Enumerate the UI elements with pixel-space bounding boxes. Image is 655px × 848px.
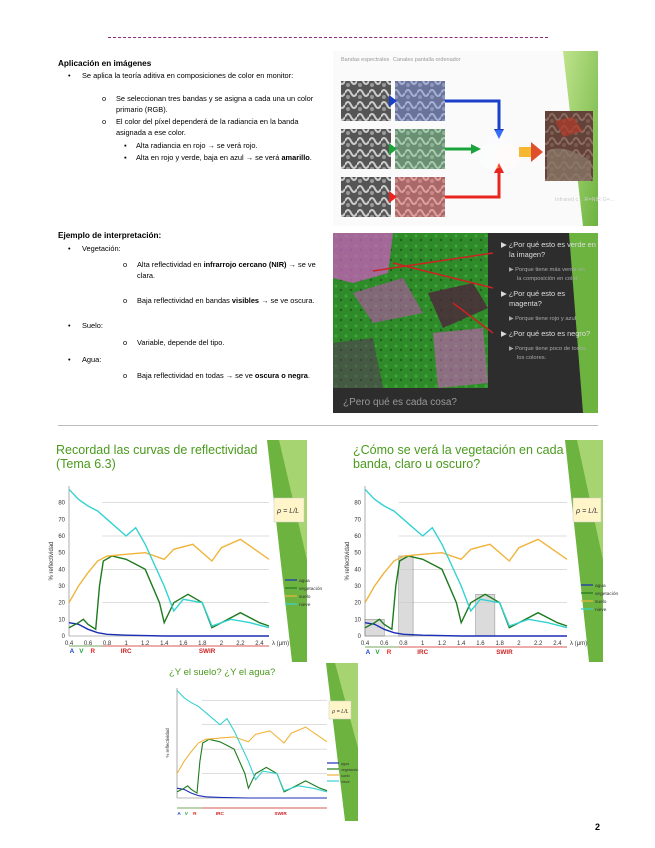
curve-snow: [365, 489, 567, 627]
y-tick-label: 0: [61, 634, 65, 640]
horizontal-rule: [58, 425, 598, 426]
legend-entry: suelo: [341, 774, 350, 778]
x-tick-label: 0.4: [64, 641, 74, 647]
y-tick-label: 40: [58, 567, 65, 574]
x-tick-label: 2: [219, 641, 224, 647]
bullet-pixel-color: o El color del píxel dependerá de la radiancia en la banda asignada a ese color.: [102, 117, 299, 138]
y-tick-label: 50: [58, 550, 65, 557]
slide-reflectivity-curves: [47, 440, 323, 662]
legend-entry: nieve: [341, 780, 350, 784]
legend-entry: agua: [341, 762, 349, 766]
section-title-ejemplo: Ejemplo de interpretación:: [58, 231, 162, 240]
band-label: R: [90, 648, 96, 655]
curve-veg: [365, 556, 567, 629]
reflectance-formula: ρ = L/L: [576, 506, 599, 515]
slide-left-title: Recordad las curvas de reflectividad (Tema 6.3): [56, 443, 258, 471]
x-tick-label: 2.4: [255, 641, 264, 647]
curve-veg: [177, 739, 327, 793]
y-tick-label: 40: [354, 567, 361, 574]
x-unit-label: λ (μm): [272, 641, 290, 647]
label-channels: Canales pantalla ordenador: [393, 57, 461, 63]
y-tick-label: 80: [58, 500, 65, 507]
slide-soil-water: [163, 663, 358, 821]
x-tick-label: 2.2: [236, 641, 245, 647]
curve-snow: [69, 489, 269, 627]
bullet-agua: • Agua:: [68, 355, 102, 364]
svg-text:los colores.: los colores.: [517, 355, 547, 361]
y-tick-label: 10: [58, 617, 65, 624]
bullet-vegetacion: • Vegetación:: [68, 244, 121, 253]
satellite-slide: [333, 233, 598, 413]
x-tick-label: 2.2: [533, 641, 543, 647]
reflectance-formula: ρ = L/L: [332, 709, 349, 715]
band-label: SWIR: [198, 648, 216, 655]
y-tick-label: 10: [354, 617, 361, 624]
legend-entry: agua: [299, 579, 310, 584]
slide-bottom-title: ¿Y el suelo? ¿Y el agua?: [169, 667, 276, 678]
legend-entry: nieve: [595, 608, 607, 613]
x-unit-label: λ (μm): [570, 641, 588, 647]
band-label: V: [375, 649, 380, 656]
bullet-suelo-variable: o Variable, depende del tipo.: [123, 338, 225, 347]
legend-entry: vegetación: [341, 768, 359, 772]
band-label: R: [193, 812, 197, 817]
label-infrared: Infrared c... R=NIR G=...: [555, 197, 615, 203]
svg-text:▶ Porque tiene poco de todos: ▶ Porque tiene poco de todos: [509, 346, 586, 352]
bullet-veg-nir: o Alta reflectividad en infrarrojo cercano (NIR) → se ve clara.: [123, 260, 316, 281]
y-tick-label: 20: [58, 600, 65, 607]
y-tick-label: 70: [354, 517, 361, 524]
band-label: A: [177, 812, 181, 817]
legend-entry: nieve: [299, 603, 311, 608]
bullet-select-bands: o Se seleccionan tres bandas y se asigna a cada una un color primario (RGB).: [102, 94, 314, 115]
svg-text:la composición en color: la composición en color: [517, 276, 578, 282]
x-tick-label: 1.4: [457, 641, 466, 647]
x-tick-label: 1.4: [160, 641, 169, 647]
svg-text:▶ Porque tiene más verde en: ▶ Porque tiene más verde en: [509, 267, 585, 273]
x-tick-label: 1.2: [437, 641, 447, 647]
legend-entry: vegetación: [595, 592, 619, 597]
slide-right-title: ¿Cómo se verá la vegetación en cada banda, claro u oscuro?: [353, 443, 564, 471]
legend-entry: suelo: [299, 595, 311, 600]
section-title-aplicacion: Aplicación en imágenes: [58, 59, 152, 68]
legend-entry: suelo: [595, 600, 607, 605]
legend-entry: agua: [595, 584, 606, 589]
x-tick-label: 0.8: [399, 641, 408, 647]
y-tick-label: 60: [58, 534, 65, 540]
x-tick-label: 2.4: [553, 641, 562, 647]
band-label: SWIR: [496, 649, 513, 656]
y-tick-label: 30: [354, 584, 361, 590]
bullet-additive-theory: • Se aplica la teoría aditiva en composiciones de color en monitor:: [68, 71, 294, 80]
x-tick-label: 0.6: [380, 641, 389, 647]
curve-veg: [69, 556, 269, 629]
x-tick-label: 0.6: [83, 641, 93, 647]
q4-text: ¿Pero qué es cada cosa?: [343, 397, 457, 408]
y-tick-label: 0: [357, 634, 361, 640]
label-bands: Bandas espectrales: [341, 57, 390, 63]
x-tick-label: 1.6: [476, 641, 485, 647]
bullet-red-radiance: ▪ Alta radiancia en rojo → se verá rojo.: [124, 141, 258, 150]
svg-text:▶ Porque tiene rojo y azul: ▶ Porque tiene rojo y azul: [509, 316, 576, 322]
band-label: IRC: [215, 812, 224, 817]
x-tick-label: 0.8: [102, 641, 112, 647]
curve-water: [177, 788, 327, 798]
band-label: A: [69, 648, 75, 655]
slide-vegetation-bands: [343, 440, 619, 662]
dashed-divider: [108, 37, 548, 38]
bullet-agua-dark: o Baja reflectividad en todas → se ve oscura o negra.: [123, 371, 310, 380]
band-label: IRC: [417, 649, 429, 656]
y-tick-label: 50: [354, 550, 361, 557]
curve-water: [365, 623, 567, 636]
x-tick-label: 2: [517, 641, 521, 647]
y-axis-label: % reflectividad: [165, 728, 170, 758]
y-tick-label: 30: [58, 584, 65, 590]
reflectance-formula: ρ = L/L: [277, 506, 300, 515]
x-tick-label: 1.8: [198, 641, 207, 647]
curve-water: [69, 623, 269, 636]
q1-line2: la imagen?: [509, 250, 546, 259]
x-tick-label: 1.2: [141, 641, 150, 647]
y-tick-label: 20: [354, 600, 361, 607]
svg-text:▶ ¿Por qué esto es negro?: ▶ ¿Por qué esto es negro?: [501, 329, 591, 338]
band-image-2: [341, 129, 391, 169]
page-number: 2: [594, 822, 600, 832]
band-image-3: [341, 177, 391, 217]
curve-snow: [177, 690, 327, 792]
x-tick-label: 0.4: [360, 641, 370, 647]
y-axis-label: % reflectividad: [345, 541, 351, 581]
x-tick-label: 1.8: [495, 641, 504, 647]
bullet-veg-visible: o Baja reflectividad en bandas visibles → se ve oscura.: [123, 296, 315, 305]
band-label: A: [365, 649, 371, 656]
y-axis-label: % reflectividad: [49, 541, 55, 581]
band-label: SWIR: [274, 812, 287, 817]
q1-line1: ▶ ¿Por qué esto es verde en: [501, 240, 596, 249]
band-label: V: [79, 648, 84, 655]
band-label: V: [184, 812, 188, 817]
y-tick-label: 60: [354, 534, 361, 540]
y-tick-label: 70: [58, 517, 65, 524]
svg-text:▶ ¿Por qué esto es: ▶ ¿Por qué esto es: [501, 289, 566, 298]
x-tick-label: 1: [421, 641, 425, 647]
band-label: R: [386, 649, 392, 656]
bullet-suelo: • Suelo:: [68, 321, 103, 330]
bullet-yellow: ▪ Alta en rojo y verde, baja en azul → se verá amarillo.: [124, 153, 312, 162]
band-image-1: [341, 81, 391, 121]
x-tick-label: 1: [124, 641, 128, 647]
band-label: IRC: [120, 648, 132, 655]
svg-text:magenta?: magenta?: [509, 299, 542, 308]
legend-entry: vegetación: [299, 587, 323, 592]
y-tick-label: 80: [354, 500, 361, 507]
rgb-composition-figure: [333, 51, 615, 226]
x-tick-label: 1.6: [179, 641, 188, 647]
